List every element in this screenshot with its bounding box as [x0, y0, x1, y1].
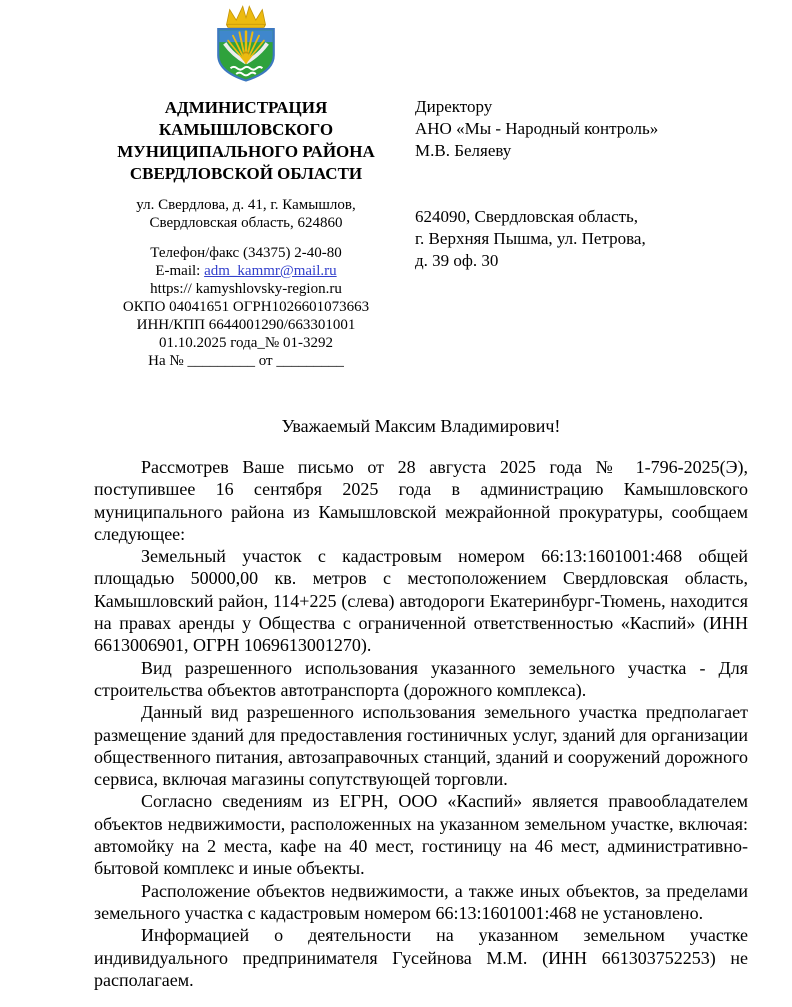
email-label: E-mail: [155, 263, 205, 279]
website-line: https:// kamyshlovsky-region.ru [150, 281, 342, 297]
paragraph: Рассмотрев Ваше письмо от 28 августа 2025 года № 1-796-2025(Э), поступившее 16 сентября 2025 года в администрацию Камышловского муниципального района из Камышловской межрайонной прокуратуры, сообщаем следующее: [94, 457, 748, 544]
recipient-address-line: д. 39 оф. 30 [415, 251, 499, 270]
org-address-line: Свердловская область, 624860 [149, 215, 343, 231]
incoming-ref-line: На № _________ от _________ [148, 353, 344, 369]
okpo-ogrn-line: ОКПО 04041651 ОГРН1026601073663 [122, 299, 370, 315]
email-link[interactable]: adm_kammr@mail.ru [204, 263, 337, 279]
email-line [88, 262, 404, 280]
recipient-line: АНО «Мы - Народный контроль» [415, 119, 659, 138]
paragraph: Данный вид разрешенного использования земельного участка предполагает размещение зданий для предоставления гостиничных услуг, зданий для организации общественного питания, автозаправочных станций, зданий и сооружений дорожного сервиса, включая магазины сопутствующей торговли. [94, 702, 748, 790]
paragraph: Согласно сведениям из ЕГРН, ООО «Каспий» является правообладателем объектов недвижимости, расположенных на указанном земельном участке, включая: автомойку на 2 места, кафе на 40 мест, гостиницу на 46 мест, административно-бытовой комплекс и иные объекты. [94, 791, 748, 879]
phone-line: Телефон/факс (34375) 2-40-80 [150, 245, 342, 261]
paragraph: Вид разрешенного использования указанного земельного участка - Для строительства объектов автотранспорта (дорожного комплекса). [94, 657, 748, 700]
org-name-line: МУНИЦИПАЛЬНОГО РАЙОНА [117, 142, 375, 161]
recipient-address-line: 624090, Свердловская область, [415, 207, 639, 226]
org-address-line: ул. Свердлова, д. 41, г. Камышлов, [136, 197, 356, 213]
paragraph: Земельный участок с кадастровым номером 66:13:1601001:468 общей площадью 50000,00 кв. метров с местоположением Свердловская область, Камышловский район, 114+225 (слева) автодороги Екатеринбург-Тюмень, находится на правах аренды у Общества с ограниченной ответственностью «Каспий» (ИНН 6613006901, ОГРН 1069613001270). [94, 546, 748, 656]
paragraph: Информацией о деятельности на указанном земельном участке индивидуального предпринимателя Гусейнова М.М. (ИНН 661303752253) не располагаем. [94, 925, 748, 990]
org-postal-address [88, 196, 404, 232]
org-name [88, 97, 404, 185]
org-name-line: КАМЫШЛОВСКОГО [158, 120, 334, 139]
recipient-line: М.В. Беляеву [415, 141, 512, 160]
inn-kpp-line: ИНН/КПП 6644001290/663301001 [136, 317, 356, 333]
letterhead [88, 3, 404, 370]
letter-body [94, 456, 748, 991]
org-name-line: СВЕРДЛОВСКОЙ ОБЛАСТИ [129, 164, 363, 183]
org-name-line: АДМИНИСТРАЦИЯ [164, 98, 328, 117]
outgoing-date-number-line: 01.10.2025 года_№ 01-3292 [159, 335, 333, 351]
coat-of-arms-icon [204, 3, 288, 83]
org-contacts [88, 244, 404, 370]
paragraph: Расположение объектов недвижимости, а также иных объектов, за пределами земельного участка с кадастровым номером 66:13:1601001:468 не установлено. [94, 880, 748, 923]
recipient-block [415, 96, 735, 272]
recipient-address [415, 206, 735, 272]
recipient-address-line: г. Верхняя Пышма, ул. Петрова, [415, 229, 646, 248]
salutation: Уважаемый Максим Владимирович! [281, 416, 561, 436]
recipient-line: Директору [415, 97, 493, 116]
